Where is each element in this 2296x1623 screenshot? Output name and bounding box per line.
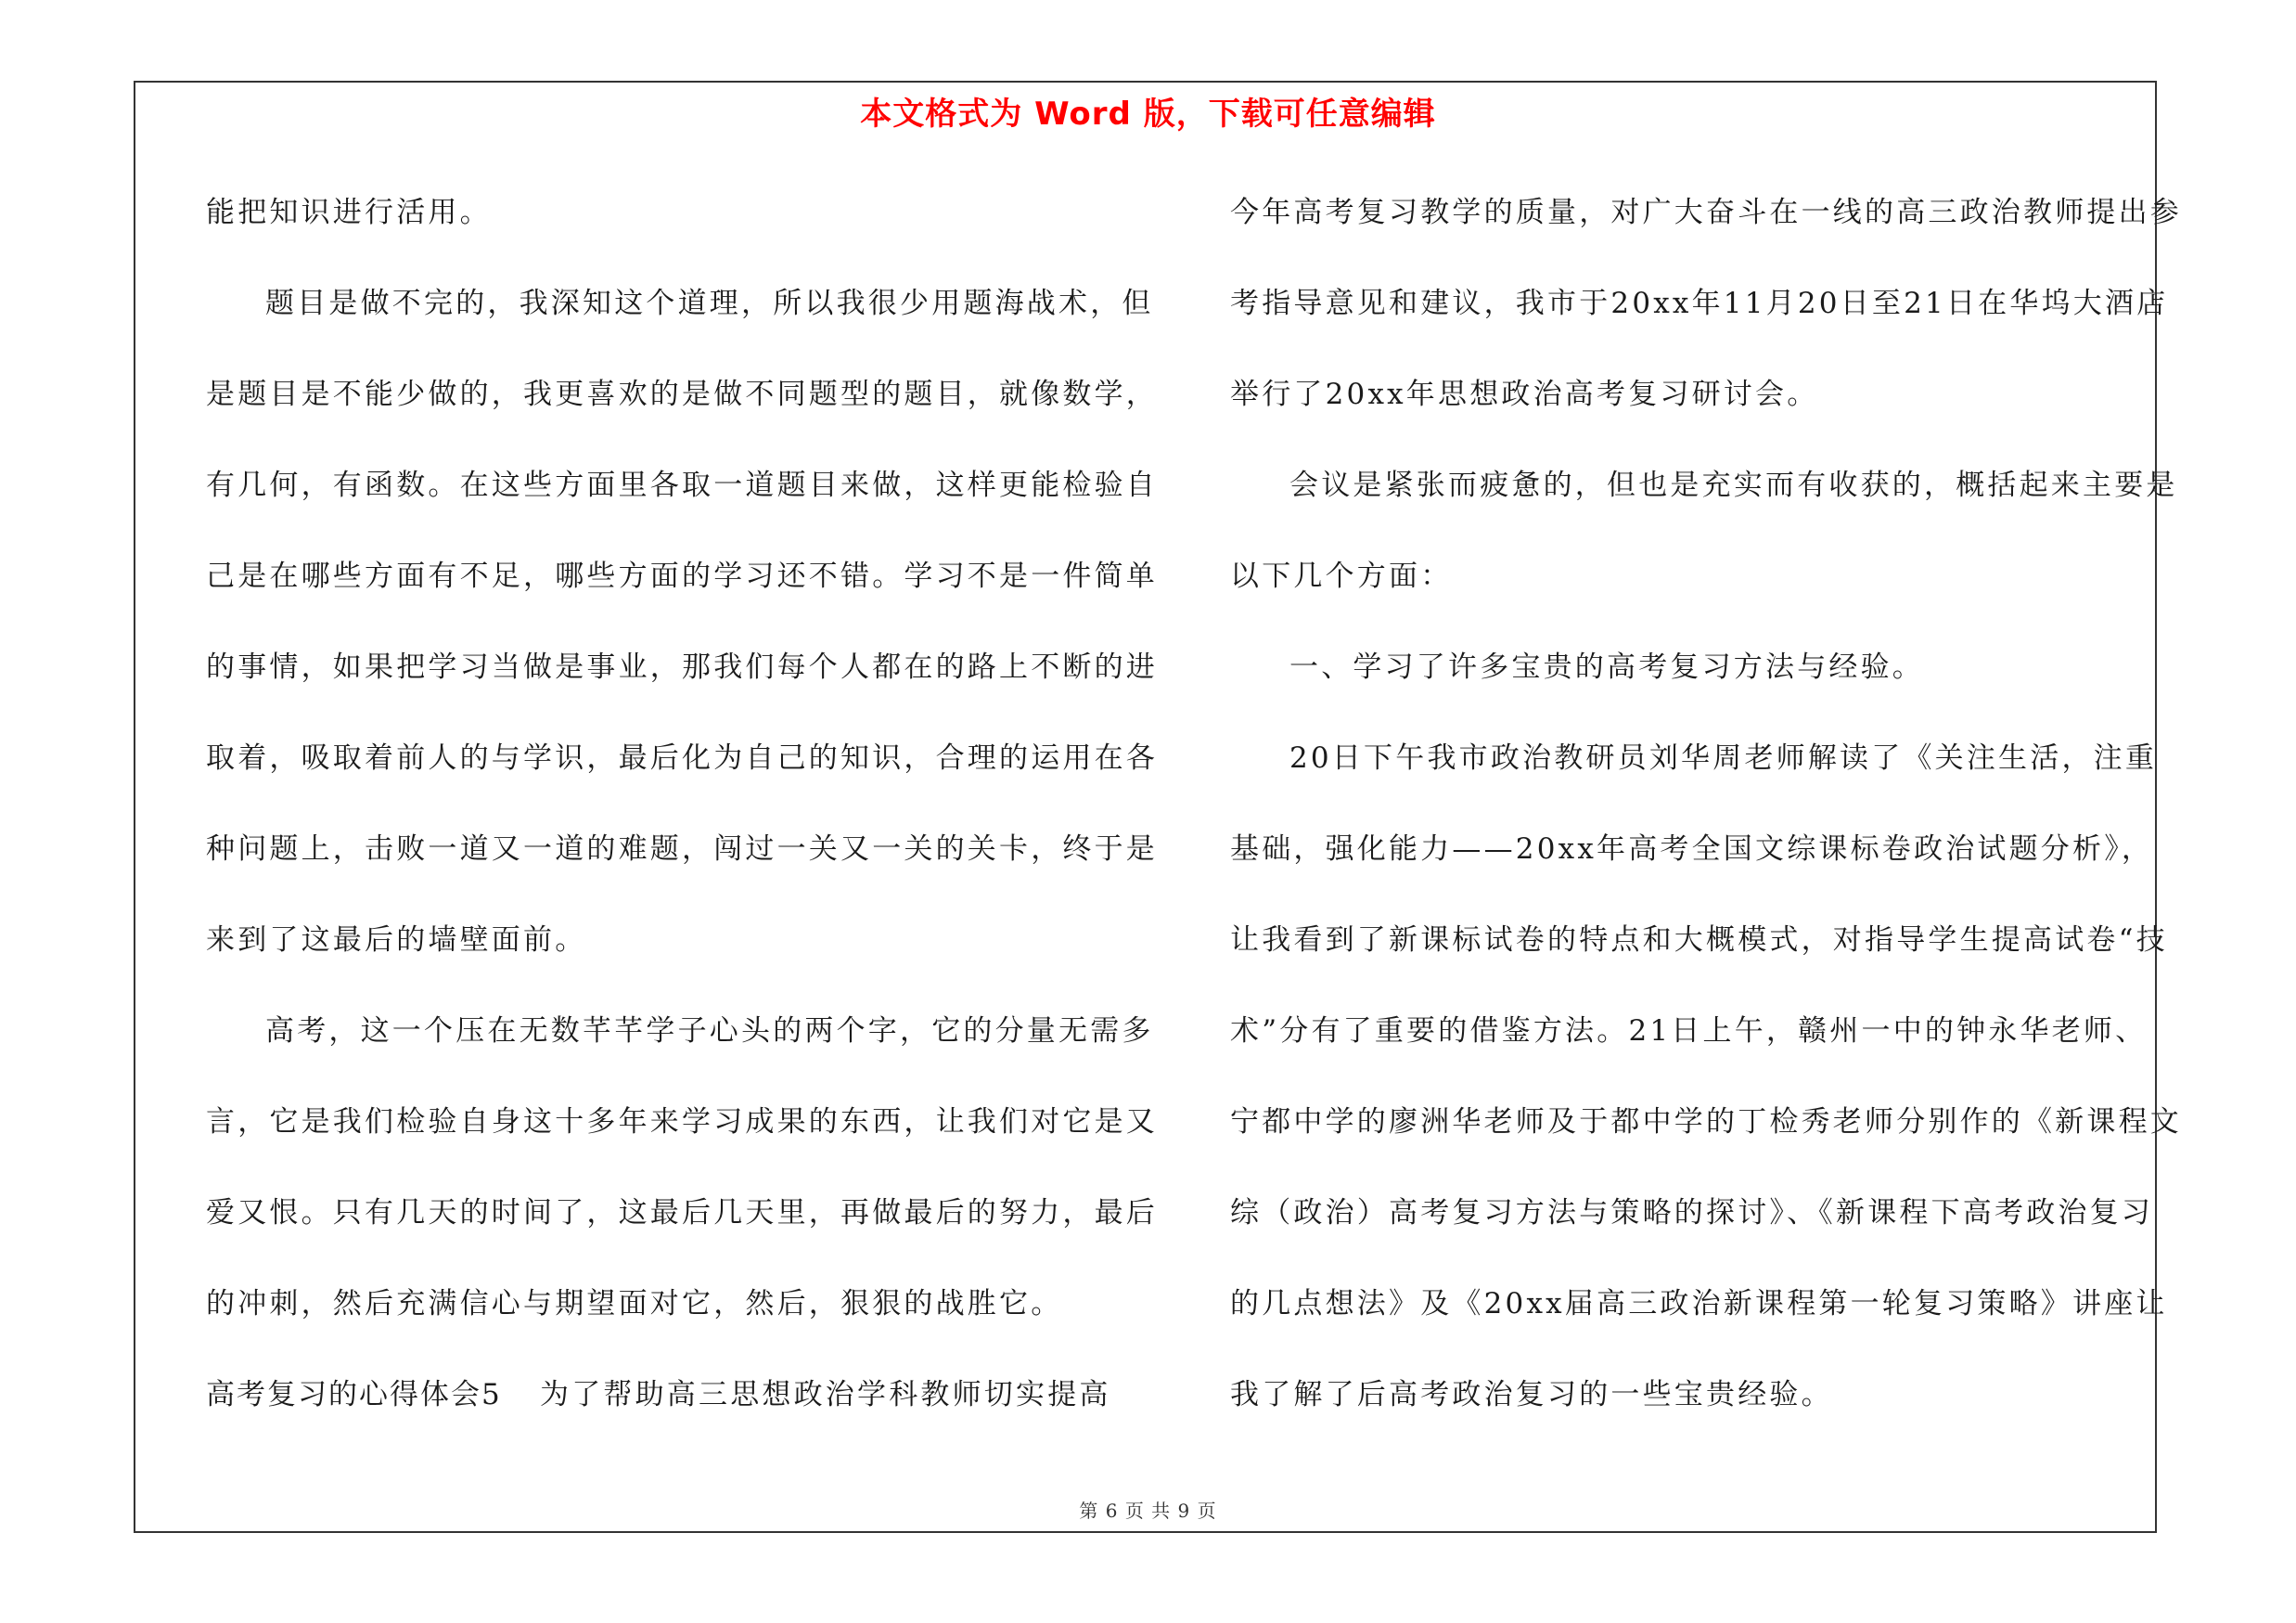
text-line: 让我看到了新课标试卷的特点和大概模式，对指导学生提高试卷“技 bbox=[1230, 923, 2168, 957]
text-line: 己是在哪些方面有不足，哪些方面的学习还不错。学习不是一件简单 bbox=[206, 560, 1158, 593]
text-line: 言，它是我们检验自身这十多年来学习成果的东西，让我们对它是又 bbox=[206, 1105, 1158, 1139]
text-line: 种问题上，击败一道又一道的难题，闯过一关又一关的关卡，终于是 bbox=[206, 832, 1158, 866]
text-line: 会议是紧张而疲惫的，但也是充实而有收获的，概括起来主要是 bbox=[1289, 469, 2178, 502]
text-line: 能把知识进行活用。 bbox=[206, 196, 492, 229]
text-line: 来到了这最后的墙壁面前。 bbox=[206, 923, 587, 957]
text-line: 的冲刺，然后充满信心与期望面对它，然后，狠狠的战胜它。 bbox=[206, 1287, 1063, 1320]
text-line: 是题目是不能少做的，我更喜欢的是做不同题型的题目，就像数学， bbox=[206, 378, 1158, 411]
text-line: 高考，这一个压在无数芊芊学子心头的两个字，它的分量无需多 bbox=[265, 1014, 1154, 1048]
text-line: 的事情，如果把学习当做是事业，那我们每个人都在的路上不断的进 bbox=[206, 650, 1158, 684]
text-line: 题目是做不完的，我深知这个道理，所以我很少用题海战术，但 bbox=[265, 287, 1154, 320]
text-line: 综（政治）高考复习方法与策略的探讨》、《新课程下高考政治复习 bbox=[1230, 1196, 2153, 1230]
text-line: 术”分有了重要的借鉴方法。21日上午，赣州一中的钟永华老师、 bbox=[1230, 1014, 2148, 1048]
right-column bbox=[1230, 186, 2182, 1459]
text-line: 基础，强化能力——20xx年高考全国文综课标卷政治试题分析》， bbox=[1230, 832, 2154, 866]
section-title: 高考复习的心得体会5 bbox=[206, 1378, 502, 1411]
text-line: 以下几个方面： bbox=[1230, 560, 1453, 593]
text-line: 的几点想法》及《20xx届高三政治新课程第一轮复习策略》讲座让 bbox=[1230, 1287, 2168, 1320]
text-line: 有几何，有函数。在这些方面里各取一道题目来做，这样更能检验自 bbox=[206, 469, 1158, 502]
text-line: 举行了20xx年思想政治高考复习研讨会。 bbox=[1230, 378, 1819, 411]
text-line: 我了解了后高考政治复习的一些宝贵经验。 bbox=[1230, 1378, 1833, 1411]
page-number-footer: 第 6 页 共 9 页 bbox=[1079, 1500, 1217, 1522]
text-line: 爱又恨。只有几天的时间了，这最后几天里，再做最后的努力，最后 bbox=[206, 1196, 1158, 1230]
left-column bbox=[206, 186, 1158, 1459]
text-line: 一、学习了许多宝贵的高考复习方法与经验。 bbox=[1289, 650, 1924, 684]
text-line: 取着，吸取着前人的与学识，最后化为自己的知识，合理的运用在各 bbox=[206, 741, 1158, 775]
text-line: 宁都中学的廖洲华老师及于都中学的丁检秀老师分别作的《新课程文 bbox=[1230, 1105, 2182, 1139]
text-line: 考指导意见和建议，我市于20xx年11月20日至21日在华坞大酒店 bbox=[1230, 287, 2169, 320]
section-heading-line bbox=[206, 1368, 1134, 1459]
section-first-text: 为了帮助高三思想政治学科教师切实提高 bbox=[540, 1378, 1111, 1411]
text-line: 20日下午我市政治教研员刘华周老师解读了《关注生活，注重 bbox=[1289, 741, 2158, 775]
text-line: 今年高考复习教学的质量，对广大奋斗在一线的高三政治教师提出参 bbox=[1230, 196, 2182, 229]
format-banner: 本文格式为 Word 版，下载可任意编辑 bbox=[860, 96, 1436, 133]
